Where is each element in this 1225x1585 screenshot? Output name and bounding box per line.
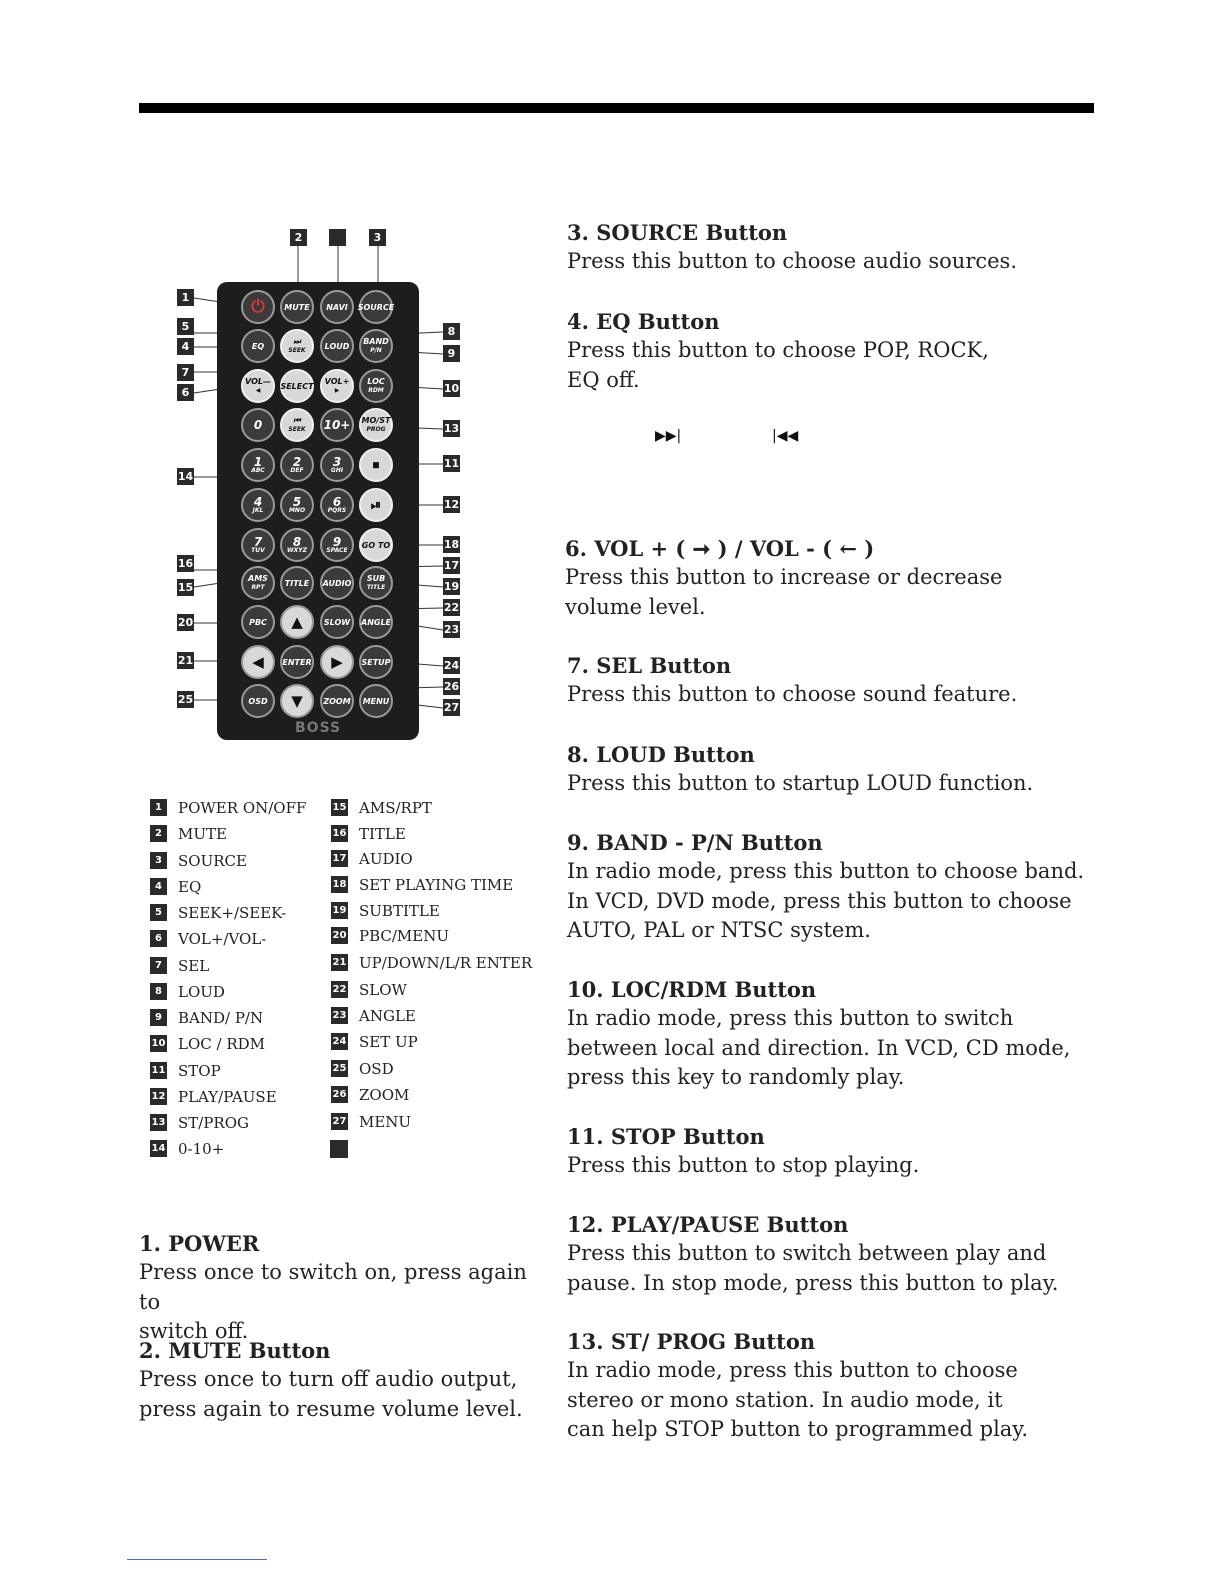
digit-3-letters: GHI xyxy=(330,466,344,474)
digit-1-label: 1 xyxy=(253,454,263,469)
section-play-pause xyxy=(567,1210,1087,1298)
legend-item xyxy=(331,981,407,998)
loc-label: LOC xyxy=(367,377,385,386)
section-title: 9. BAND - P/N Button xyxy=(567,830,823,855)
callout-5: 5 xyxy=(177,318,194,335)
callout-21: 21 xyxy=(177,654,194,667)
legend-number: 19 xyxy=(331,902,348,919)
subtitle-sub-label: TITLE xyxy=(366,584,386,591)
legend-number: 12 xyxy=(150,1088,167,1105)
seek-next-label: SEEK xyxy=(288,347,306,354)
legend-label: UP/DOWN/L/R ENTER xyxy=(359,953,533,972)
legend-number: 5 xyxy=(150,904,167,921)
legend-label: LOUD xyxy=(178,982,225,1001)
legend-number: 21 xyxy=(331,954,348,971)
subtitle-label: SUB xyxy=(366,574,386,583)
source-button[interactable]: SOURCE xyxy=(359,290,393,324)
legend-item xyxy=(331,1007,416,1024)
digit-8-label: 8 xyxy=(292,534,302,549)
section-title: 8. LOUD Button xyxy=(567,742,755,767)
osd-button[interactable]: OSD xyxy=(241,684,275,718)
digit-7-button[interactable] xyxy=(241,528,275,562)
digit-1-letters: ABC xyxy=(251,466,265,474)
section-loud xyxy=(567,740,1087,799)
section-eq xyxy=(567,307,1087,395)
legend-label: AUDIO xyxy=(359,849,413,868)
section-band xyxy=(567,828,1097,946)
digit-7-label: 7 xyxy=(253,534,263,549)
section-title: 6. VOL + ( ➞ ) / VOL - ( ← ) xyxy=(565,536,875,561)
legend-item xyxy=(331,954,532,971)
legend-number: 13 xyxy=(150,1114,167,1131)
digit-4-letters: JKL xyxy=(252,506,264,514)
legend-item xyxy=(331,876,513,893)
legend-item xyxy=(150,825,227,842)
navi-button[interactable]: NAVI xyxy=(320,290,354,324)
brand-logo: BOSS xyxy=(295,720,342,736)
callout-3: 3 xyxy=(369,229,386,246)
legend-item xyxy=(150,799,306,816)
section-title: 13. ST/ PROG Button xyxy=(567,1329,816,1354)
legend-number: 1 xyxy=(150,799,167,816)
legend-number: 11 xyxy=(150,1062,167,1079)
select-button[interactable]: SELECT xyxy=(280,369,314,403)
legend-number: 10 xyxy=(150,1035,167,1052)
callout-6: 6 xyxy=(177,384,194,401)
vol-plus-label: VOL+ xyxy=(324,377,350,386)
digit-8-letters: WXYZ xyxy=(287,546,307,554)
seek-prev-icon: |◀◀ xyxy=(772,428,799,444)
legend-number: 15 xyxy=(331,799,348,816)
legend-item xyxy=(150,1062,221,1079)
subtitle-button[interactable] xyxy=(359,566,393,600)
prog-label: PROG xyxy=(366,426,386,433)
angle-button[interactable]: ANGLE xyxy=(359,605,393,639)
loud-button[interactable]: LOUD xyxy=(320,329,354,363)
section-sel xyxy=(567,651,1087,710)
section-text: Press this button to stop playing. xyxy=(567,1153,920,1177)
band-label: BAND xyxy=(363,337,389,346)
vol-plus-button[interactable] xyxy=(320,369,354,403)
section-st-prog xyxy=(567,1327,1087,1445)
legend-number: 8 xyxy=(150,983,167,1000)
legend-number: 24 xyxy=(331,1033,348,1050)
legend-label: PBC/MENU xyxy=(359,926,449,945)
legend-number: 7 xyxy=(150,957,167,974)
legend-label: PLAY/PAUSE xyxy=(178,1087,277,1106)
vol-minus-label: VOL— xyxy=(245,377,271,386)
footer-link-line xyxy=(127,1559,267,1560)
digit-2-label: 2 xyxy=(292,454,302,469)
digit-3-label: 3 xyxy=(332,454,342,469)
legend-item xyxy=(331,799,432,816)
legend-label: STOP xyxy=(178,1061,221,1080)
callout-19: 19 xyxy=(443,580,460,593)
ams-rpt-button[interactable] xyxy=(241,566,275,600)
callout-4: 4 xyxy=(177,338,194,355)
callout-27: 27 xyxy=(443,701,460,714)
left-arrow-icon: ◀ xyxy=(255,387,261,394)
rpt-label: RPT xyxy=(251,584,265,591)
legend-number: 25 xyxy=(331,1060,348,1077)
legend-item xyxy=(150,930,266,947)
callout-blank xyxy=(329,229,346,246)
digit-5-button[interactable] xyxy=(280,488,314,522)
callout-20: 20 xyxy=(177,616,194,629)
legend-number: 16 xyxy=(331,825,348,842)
digit-9-letters: SPACE xyxy=(326,546,348,554)
section-power xyxy=(139,1229,549,1347)
callout-22: 22 xyxy=(443,601,460,614)
legend-number: 2 xyxy=(150,825,167,842)
legend-item xyxy=(150,1009,263,1026)
power-button[interactable]: ⏻ xyxy=(241,290,275,324)
section-title: 4. EQ Button xyxy=(567,309,720,334)
legend-number: 4 xyxy=(150,878,167,895)
section-text: Press this button to choose sound feature. xyxy=(567,682,1018,706)
right-arrow-icon: ▶ xyxy=(334,387,340,394)
section-text: Press this button to increase or decrease volume level. xyxy=(565,565,1003,619)
digit-7-letters: TUV xyxy=(251,546,265,554)
band-button[interactable] xyxy=(359,329,393,363)
legend-label: SET PLAYING TIME xyxy=(359,875,514,894)
section-source xyxy=(567,218,1087,277)
digit-1-button[interactable] xyxy=(241,448,275,482)
callout-7: 7 xyxy=(177,364,194,381)
legend-number: 17 xyxy=(331,850,348,867)
section-stop xyxy=(567,1122,1087,1181)
most-prog-button[interactable] xyxy=(359,408,393,442)
digit-5-label: 5 xyxy=(292,494,302,509)
legend-label: SOURCE xyxy=(178,851,247,870)
section-text: In radio mode, press this button to choose band. In VCD, DVD mode, press this button to choose AUTO, PAL or NTSC system. xyxy=(567,859,1085,942)
setup-button[interactable]: SETUP xyxy=(359,645,393,679)
legend-item xyxy=(150,878,201,895)
seek-next-icon: ⏭ xyxy=(293,337,301,346)
legend-number: 6 xyxy=(150,930,167,947)
band-sub-label: P/N xyxy=(370,347,382,354)
callout-13: 13 xyxy=(443,422,460,435)
legend-label: BAND/ P/N xyxy=(178,1008,264,1027)
legend-label: SEEK+/SEEK- xyxy=(178,903,287,922)
legend-item xyxy=(150,852,247,869)
section-vol xyxy=(565,534,1085,622)
legend-number: 23 xyxy=(331,1007,348,1024)
callout-24: 24 xyxy=(443,659,460,672)
legend-number: 26 xyxy=(331,1086,348,1103)
legend-label: SLOW xyxy=(359,980,407,999)
digit-4-label: 4 xyxy=(253,494,263,509)
section-loc-rdm xyxy=(567,975,1097,1093)
section-text: Press this button to startup LOUD function. xyxy=(567,771,1034,795)
legend-label: TITLE xyxy=(359,824,406,843)
section-mute xyxy=(139,1336,549,1424)
digit-9-label: 9 xyxy=(332,534,342,549)
digit-8-button[interactable] xyxy=(280,528,314,562)
digit-2-button[interactable] xyxy=(280,448,314,482)
enter-button[interactable]: ENTER xyxy=(280,645,314,679)
audio-button[interactable]: AUDIO xyxy=(320,566,354,600)
seek-prev-button[interactable] xyxy=(280,408,314,442)
legend-item xyxy=(331,927,449,944)
legend-item xyxy=(150,1140,224,1157)
legend-number: 9 xyxy=(150,1009,167,1026)
legend-item xyxy=(150,1035,265,1052)
legend-number: 3 xyxy=(150,852,167,869)
legend-label: SUBTITLE xyxy=(359,901,440,920)
section-title: 3. SOURCE Button xyxy=(567,220,788,245)
goto-button[interactable]: GO TO xyxy=(359,528,393,562)
callout-11: 11 xyxy=(443,457,460,470)
seek-next-icon: ▶▶| xyxy=(655,428,682,444)
legend-label: MENU xyxy=(359,1112,412,1131)
digit-2-letters: DEF xyxy=(290,466,304,474)
section-text: In radio mode, press this button to switch between local and direction. In VCD, CD mode, press this key to randomly play. xyxy=(567,1006,1071,1089)
legend-label: VOL+/VOL- xyxy=(178,929,267,948)
legend-item xyxy=(331,902,440,919)
callout-26: 26 xyxy=(443,680,460,693)
section-title: 12. PLAY/PAUSE Button xyxy=(567,1212,849,1237)
menu-button[interactable]: MENU xyxy=(359,684,393,718)
legend-item xyxy=(331,825,406,842)
callout-17: 17 xyxy=(443,559,460,572)
legend-label: MUTE xyxy=(178,824,227,843)
legend-item xyxy=(150,904,286,921)
ten-plus-button[interactable]: 10+ xyxy=(320,408,354,442)
legend-label: LOC / RDM xyxy=(178,1034,266,1053)
digit-3-button[interactable] xyxy=(320,448,354,482)
slow-button[interactable]: SLOW xyxy=(320,605,354,639)
right-arrow-button[interactable]: ▶ xyxy=(320,645,354,679)
pbc-button[interactable]: PBC xyxy=(241,605,275,639)
legend-label: POWER ON/OFF xyxy=(178,798,307,817)
vol-minus-button[interactable] xyxy=(241,369,275,403)
callout-25: 25 xyxy=(177,693,194,706)
legend-number: 18 xyxy=(331,876,348,893)
digit-9-button[interactable] xyxy=(320,528,354,562)
digit-0-button[interactable]: 0 xyxy=(241,408,275,442)
callout-23: 23 xyxy=(443,623,460,636)
legend-empty-square xyxy=(330,1140,348,1158)
stop-button[interactable]: ⏹ xyxy=(359,448,393,482)
callout-12: 12 xyxy=(443,498,460,511)
most-label: MO/ST xyxy=(361,416,391,425)
legend-number: 20 xyxy=(331,927,348,944)
section-text: In radio mode, press this button to choose stereo or mono station. In audio mode, it can help STOP button to programmed play. xyxy=(567,1358,1029,1441)
section-text: Press once to switch on, press again to switch off. xyxy=(139,1260,527,1343)
legend-label: ST/PROG xyxy=(178,1113,250,1132)
section-title: 11. STOP Button xyxy=(567,1124,765,1149)
callout-18: 18 xyxy=(443,538,460,551)
legend-label: OSD xyxy=(359,1059,394,1078)
down-arrow-button[interactable]: ▼ xyxy=(280,684,314,718)
legend-item xyxy=(331,850,413,867)
seek-prev-label: SEEK xyxy=(288,426,306,433)
section-title: 7. SEL Button xyxy=(567,653,732,678)
section-title: 2. MUTE Button xyxy=(139,1338,331,1363)
legend-item xyxy=(150,1114,249,1131)
callout-1: 1 xyxy=(177,289,194,306)
legend-label: 0-10+ xyxy=(178,1139,225,1158)
loc-button[interactable] xyxy=(359,369,393,403)
callout-15: 15 xyxy=(177,581,194,594)
legend-number: 14 xyxy=(150,1140,167,1157)
left-arrow-button[interactable]: ◀ xyxy=(241,645,275,679)
legend-item xyxy=(331,1113,411,1130)
digit-6-letters: PQRS xyxy=(327,506,347,514)
section-title: 10. LOC/RDM Button xyxy=(567,977,817,1002)
callout-2: 2 xyxy=(290,229,307,246)
legend-label: AMS/RPT xyxy=(359,798,432,817)
legend-label: EQ xyxy=(178,877,202,896)
callout-14: 14 xyxy=(177,470,194,483)
eq-button[interactable]: EQ xyxy=(241,329,275,363)
legend-item xyxy=(150,957,209,974)
rdm-label: RDM xyxy=(368,387,384,394)
digit-6-label: 6 xyxy=(332,494,342,509)
legend-number: 27 xyxy=(331,1113,348,1130)
callout-9: 9 xyxy=(443,345,460,362)
section-text: Press this button to switch between play and pause. In stop mode, press this button to play. xyxy=(567,1241,1059,1295)
digit-4-button[interactable] xyxy=(241,488,275,522)
section-title: 1. POWER xyxy=(139,1231,260,1256)
section-text: Press once to turn off audio output, press again to resume volume level. xyxy=(139,1367,523,1421)
digit-5-letters: MNO xyxy=(288,506,306,514)
legend-label: SET UP xyxy=(359,1032,418,1051)
legend-item xyxy=(331,1033,418,1050)
legend-item xyxy=(150,1088,277,1105)
callout-10: 10 xyxy=(443,382,460,395)
legend-item xyxy=(331,1086,409,1103)
section-text: Press this button to choose POP, ROCK, EQ off. xyxy=(567,338,989,392)
legend-item xyxy=(150,983,225,1000)
play-pause-button[interactable]: ⏯ xyxy=(359,488,393,522)
legend-label: ZOOM xyxy=(359,1085,410,1104)
title-button[interactable]: TITLE xyxy=(280,566,314,600)
up-arrow-button[interactable]: ▲ xyxy=(280,605,314,639)
legend-label: ANGLE xyxy=(359,1006,416,1025)
legend-label: SEL xyxy=(178,956,210,975)
digit-6-button[interactable] xyxy=(320,488,354,522)
mute-button[interactable]: MUTE xyxy=(280,290,314,324)
callout-8: 8 xyxy=(443,323,460,340)
zoom-button[interactable]: ZOOM xyxy=(320,684,354,718)
ams-label: AMS xyxy=(248,574,268,583)
seek-next-button[interactable] xyxy=(280,329,314,363)
section-text: Press this button to choose audio sources. xyxy=(567,249,1018,273)
legend-item xyxy=(331,1060,394,1077)
seek-prev-icon: ⏮ xyxy=(293,416,301,425)
legend-number: 22 xyxy=(331,981,348,998)
callout-16: 16 xyxy=(177,557,194,570)
